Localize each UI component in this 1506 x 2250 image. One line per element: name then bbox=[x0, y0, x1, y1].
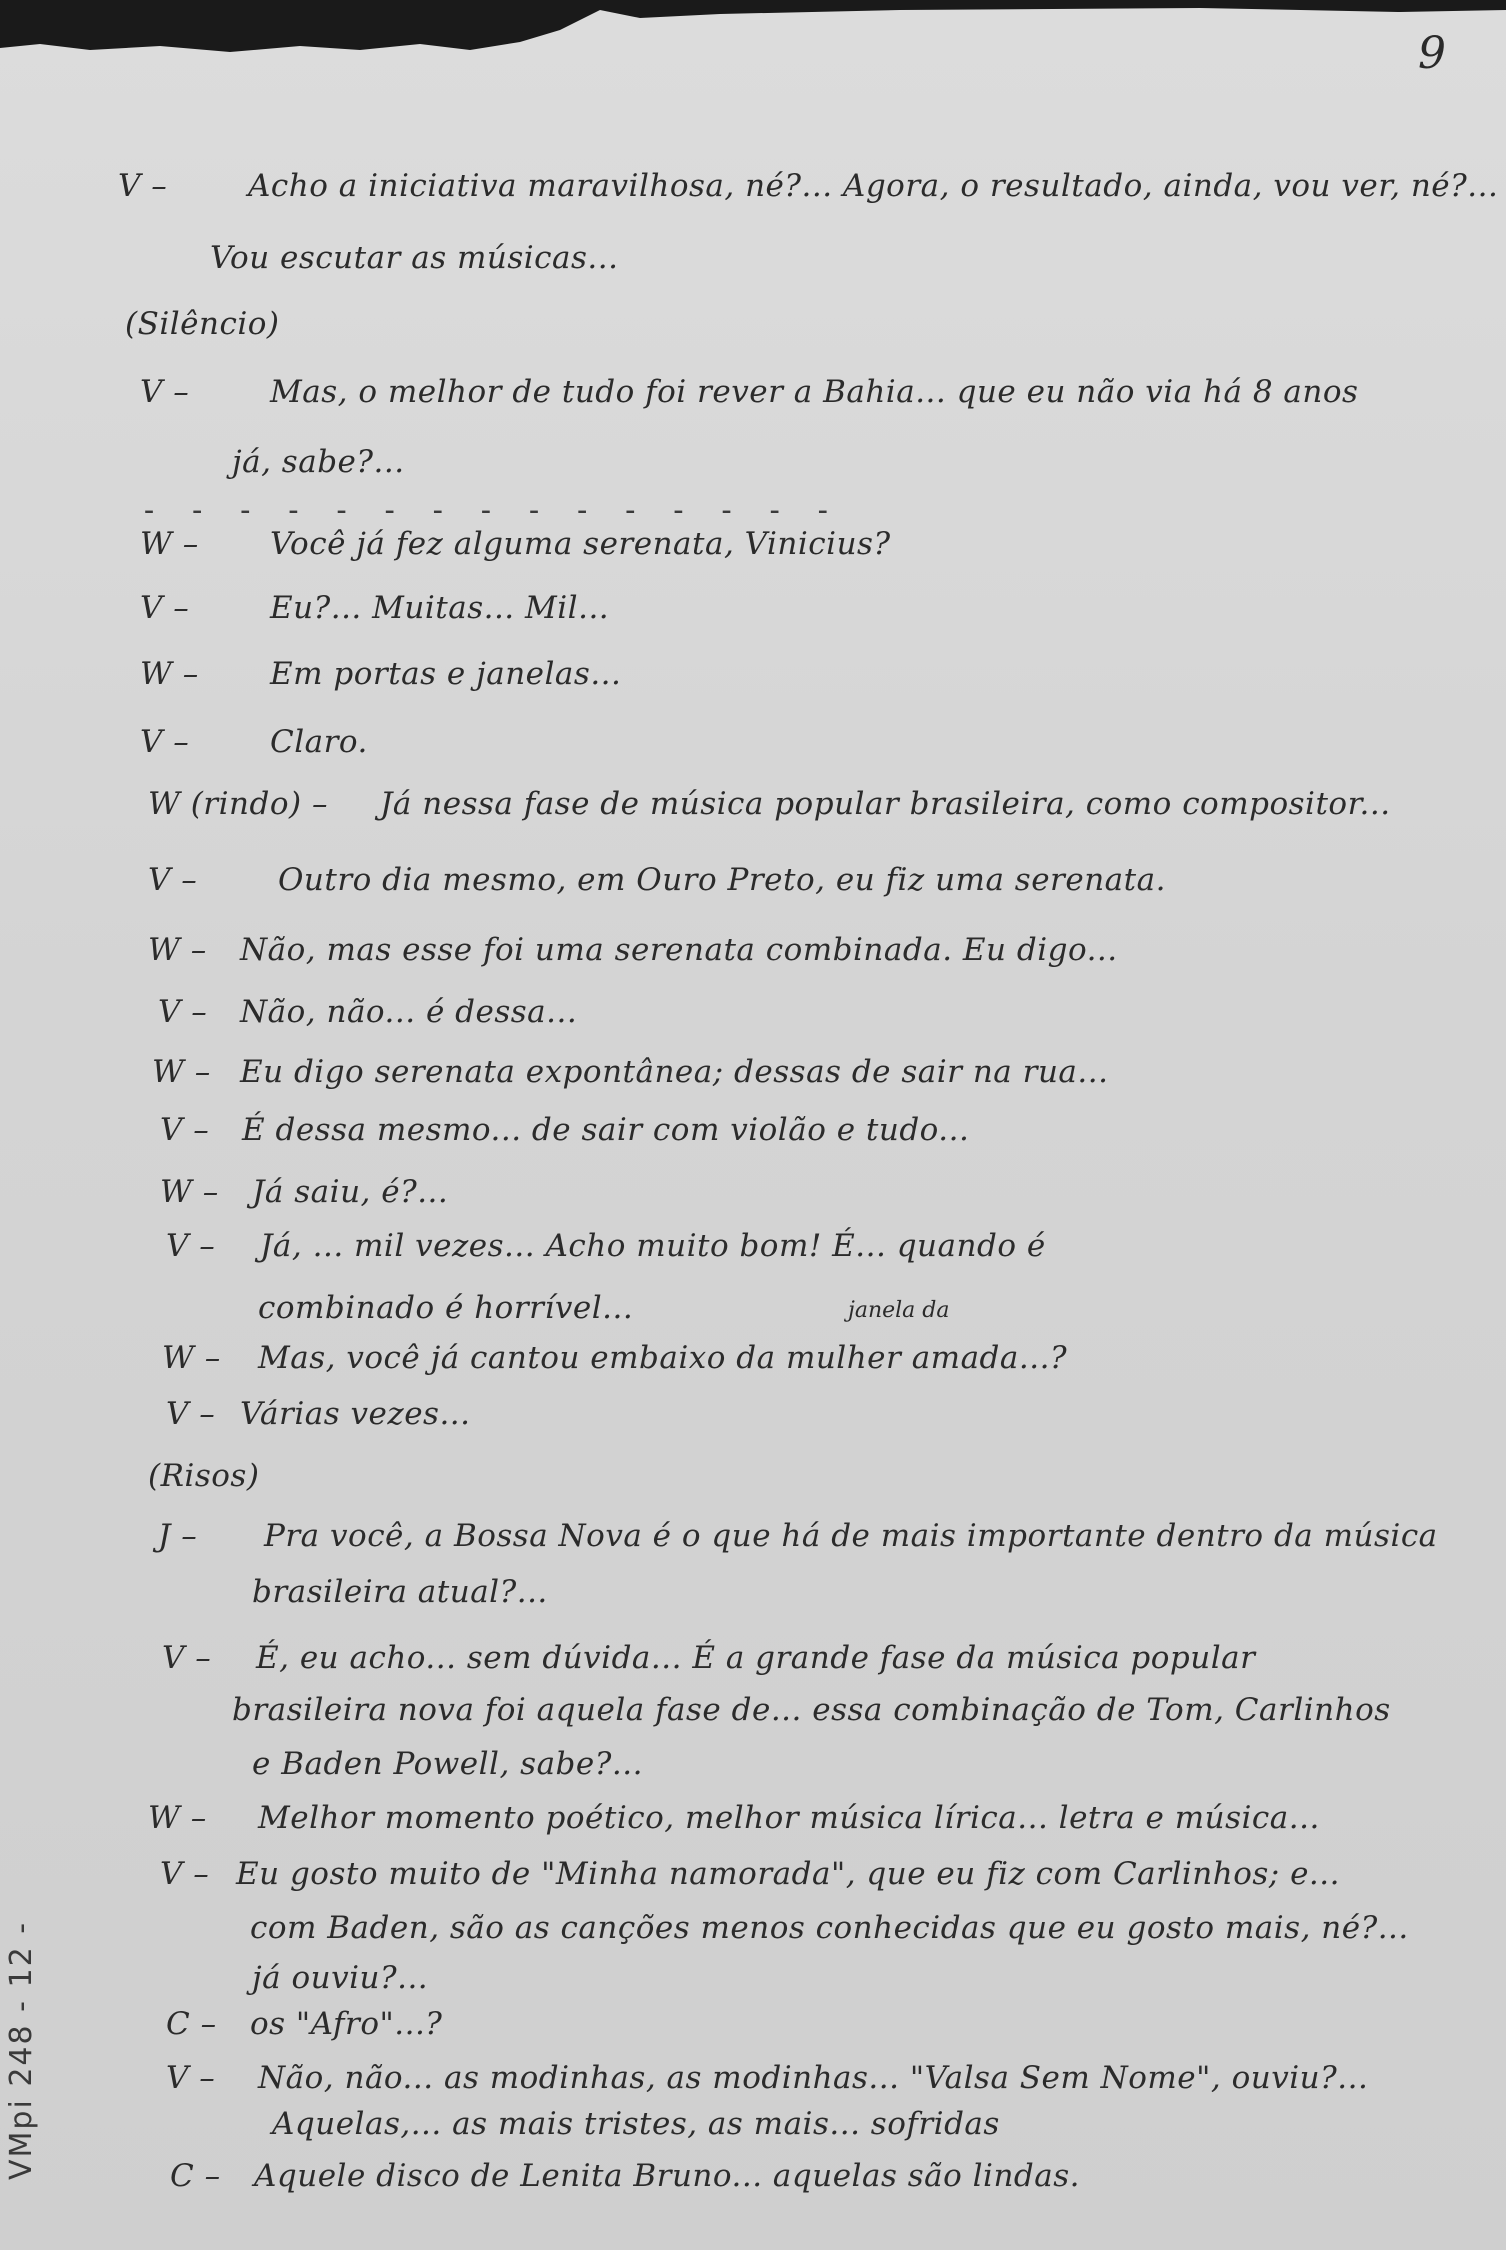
transcript-line bbox=[232, 1692, 1391, 1728]
line-text: Não, não... as modinhas, as modinhas... "Valsa Sem Nome", ouviu?... bbox=[258, 2060, 1369, 2096]
transcript-line bbox=[125, 306, 280, 342]
transcript-line bbox=[148, 1800, 1320, 1836]
line-text: É, eu acho... sem dúvida... É a grande fase da música popular bbox=[256, 1640, 1256, 1676]
speaker-label: C – bbox=[170, 2158, 221, 2194]
transcript-line bbox=[166, 1396, 471, 1432]
transcript-line bbox=[140, 590, 609, 626]
speaker-label: V – bbox=[148, 862, 198, 898]
line-text: Pra você, a Bossa Nova é o que há de mais importante dentro da música bbox=[264, 1518, 1438, 1554]
transcript-line bbox=[252, 1960, 428, 1996]
speaker-label: V – bbox=[166, 1228, 216, 1264]
handwritten-insertion: janela da bbox=[848, 1298, 950, 1323]
transcript-line bbox=[148, 932, 1118, 968]
transcript-line bbox=[140, 656, 621, 692]
line-text: Não, mas esse foi uma serenata combinada. Eu digo... bbox=[240, 932, 1118, 968]
line-text: Já saiu, é?... bbox=[252, 1174, 449, 1210]
speaker-label: W – bbox=[148, 1800, 207, 1836]
speaker-label: V – bbox=[118, 168, 168, 204]
line-text: os "Afro"...? bbox=[250, 2006, 443, 2042]
transcript-line bbox=[140, 526, 891, 562]
line-text: Eu digo serenata expontânea; dessas de sair na rua... bbox=[240, 1054, 1109, 1090]
separator-dashes: - - - - - - - - - - - - - - - bbox=[140, 493, 838, 528]
line-text: Vou escutar as músicas... bbox=[210, 240, 619, 276]
speaker-label: W – bbox=[152, 1054, 211, 1090]
transcript-line bbox=[152, 1054, 1108, 1090]
line-text: brasileira atual?... bbox=[252, 1574, 548, 1610]
transcript-line bbox=[158, 994, 577, 1030]
transcript-line bbox=[252, 1574, 548, 1610]
line-text: Aquelas,... as mais tristes, as mais... sofridas bbox=[272, 2106, 1000, 2142]
speaker-label: W – bbox=[162, 1340, 221, 1376]
line-text: Já, ... mil vezes... Acho muito bom! É... quando é bbox=[260, 1228, 1046, 1264]
line-text: Eu?... Muitas... Mil... bbox=[270, 590, 610, 626]
line-text: já ouviu?... bbox=[252, 1960, 429, 1996]
transcript-line bbox=[166, 1228, 1046, 1264]
transcript-line bbox=[166, 2006, 442, 2042]
line-text: Claro. bbox=[270, 724, 368, 760]
speaker-label: W – bbox=[140, 526, 199, 562]
speaker-label: C – bbox=[166, 2006, 217, 2042]
line-text: Outro dia mesmo, em Ouro Preto, eu fiz uma serenata. bbox=[278, 862, 1166, 898]
speaker-label: V – bbox=[158, 994, 208, 1030]
transcript-line bbox=[160, 1856, 1340, 1892]
line-text: e Baden Powell, sabe?... bbox=[252, 1746, 643, 1782]
transcript-line bbox=[160, 1112, 969, 1148]
transcript-line bbox=[148, 862, 1166, 898]
line-text: Acho a iniciativa maravilhosa, né?... Agora, o resultado, ainda, vou ver, né?... bbox=[248, 168, 1499, 204]
line-text: Mas, o melhor de tudo foi rever a Bahia... que eu não via há 8 anos bbox=[270, 374, 1359, 410]
speaker-label: J – bbox=[158, 1518, 198, 1554]
speaker-label: V – bbox=[140, 374, 190, 410]
line-text: Mas, você já cantou embaixo da mulher amada...? bbox=[258, 1340, 1068, 1376]
archive-reference-note: VMpi 248 - 12 - bbox=[4, 1920, 39, 2180]
transcript-line bbox=[250, 1910, 1409, 1946]
line-text: Aquele disco de Lenita Bruno... aquelas são lindas. bbox=[254, 2158, 1081, 2194]
line-text: já, sabe?... bbox=[232, 444, 405, 480]
line-text: combinado é horrível... bbox=[258, 1290, 634, 1326]
transcript-line bbox=[272, 2106, 1000, 2142]
transcript-line bbox=[258, 1290, 633, 1326]
speaker-label: V – bbox=[140, 724, 190, 760]
transcript-line bbox=[118, 168, 1498, 204]
transcript-line bbox=[140, 724, 368, 760]
line-text: Melhor momento poético, melhor música lírica... letra e música... bbox=[258, 1800, 1320, 1836]
line-text: brasileira nova foi aquela fase de... essa combinação de Tom, Carlinhos bbox=[232, 1692, 1391, 1728]
speaker-label: V – bbox=[166, 1396, 216, 1432]
speaker-label: W – bbox=[160, 1174, 219, 1210]
transcript-line bbox=[162, 1640, 1255, 1676]
torn-paper-edge bbox=[0, 0, 1506, 60]
line-text: É dessa mesmo... de sair com violão e tudo... bbox=[242, 1112, 970, 1148]
transcript-line bbox=[232, 444, 405, 480]
line-text: Já nessa fase de música popular brasileira, como compositor... bbox=[380, 786, 1391, 822]
transcript-line bbox=[252, 1746, 643, 1782]
speaker-label: V – bbox=[160, 1112, 210, 1148]
line-text: (Silêncio) bbox=[125, 306, 280, 342]
speaker-label: V – bbox=[160, 1856, 210, 1892]
transcript-line bbox=[162, 1340, 1067, 1376]
transcript-line bbox=[160, 1174, 448, 1210]
speaker-label: W (rindo) – bbox=[148, 786, 328, 822]
transcript-line bbox=[148, 786, 1391, 822]
page-number: 9 bbox=[1418, 28, 1446, 79]
transcript-line bbox=[210, 240, 618, 276]
line-text: Eu gosto muito de "Minha namorada", que eu fiz com Carlinhos; e... bbox=[236, 1856, 1340, 1892]
transcript-line bbox=[170, 2158, 1080, 2194]
speaker-label: V – bbox=[162, 1640, 212, 1676]
transcript-line bbox=[148, 1458, 259, 1494]
speaker-label: V – bbox=[166, 2060, 216, 2096]
line-text: (Risos) bbox=[148, 1458, 260, 1494]
transcript-line bbox=[166, 2060, 1368, 2096]
line-text: Em portas e janelas... bbox=[270, 656, 622, 692]
speaker-label: V – bbox=[140, 590, 190, 626]
transcript-line bbox=[140, 374, 1358, 410]
speaker-label: W – bbox=[148, 932, 207, 968]
transcript-line bbox=[158, 1518, 1438, 1554]
line-text: com Baden, são as canções menos conhecidas que eu gosto mais, né?... bbox=[250, 1910, 1409, 1946]
line-text: Não, não... é dessa... bbox=[240, 994, 578, 1030]
line-text: Você já fez alguma serenata, Vinicius? bbox=[270, 526, 891, 562]
speaker-label: W – bbox=[140, 656, 199, 692]
line-text: Várias vezes... bbox=[240, 1396, 471, 1432]
